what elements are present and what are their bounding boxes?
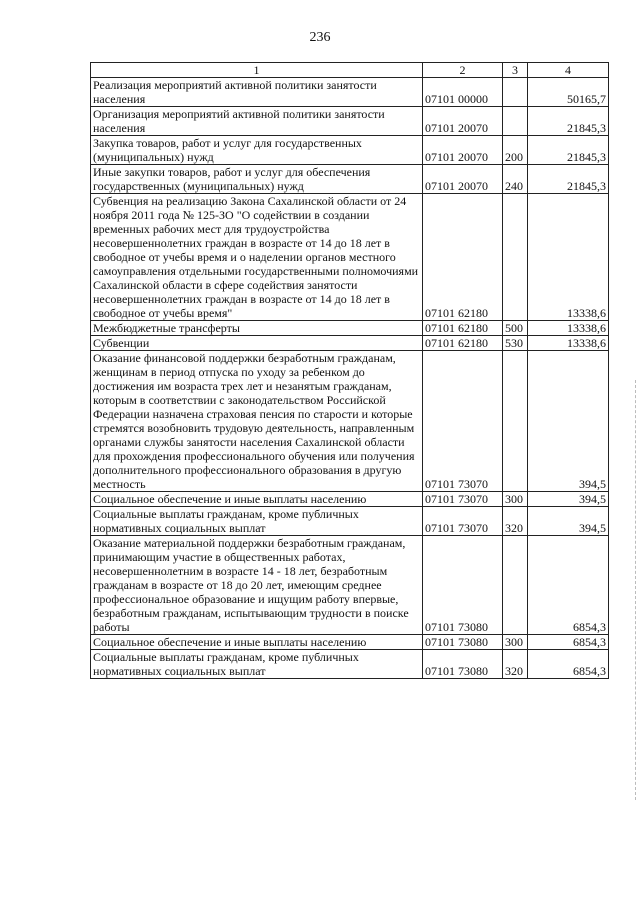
table-row	[91, 321, 609, 336]
table-row	[91, 336, 609, 351]
row-csr-cell: 07101 73080	[423, 635, 503, 650]
row-name-cell: Иные закупки товаров, работ и услуг для обеспечения государственных (муниципальных) нужд	[91, 165, 423, 194]
row-vr-cell: 320	[503, 507, 528, 536]
row-vr-cell: 300	[503, 492, 528, 507]
row-name-cell: Субвенция на реализацию Закона Сахалинской области от 24 ноября 2011 года № 125-ЗО "О содействии в создании временных рабочих мест для трудоустройства несовершеннолетних граждан в возрасте от 14 до 18 лет в свободное от учебы время и о наделении органов местного самоуправления отдельными государственными полномочиями Сахалинской области в сфере содействия занятости несовершеннолетних граждан в возрасте от 14 до 18 лет в свободное от учебы время"	[91, 194, 423, 321]
table-row	[91, 351, 609, 492]
row-name-cell: Организация мероприятий активной политики занятости населения	[91, 107, 423, 136]
row-sum-cell: 6854,3	[528, 536, 609, 635]
row-sum-cell: 21845,3	[528, 107, 609, 136]
row-csr-cell: 07101 20070	[423, 136, 503, 165]
row-csr-cell: 07101 20070	[423, 107, 503, 136]
table-row	[91, 107, 609, 136]
header-cell-name: 1	[91, 63, 423, 78]
row-csr-cell: 07101 62180	[423, 194, 503, 321]
row-name-cell: Социальное обеспечение и иные выплаты населению	[91, 492, 423, 507]
table-header	[91, 63, 609, 78]
table-row	[91, 492, 609, 507]
row-name-cell: Реализация мероприятий активной политики занятости населения	[91, 78, 423, 107]
table-row	[91, 650, 609, 679]
row-vr-cell: 200	[503, 136, 528, 165]
row-name-cell: Закупка товаров, работ и услуг для государственных (муниципальных) нужд	[91, 136, 423, 165]
row-vr-cell	[503, 351, 528, 492]
row-sum-cell: 50165,7	[528, 78, 609, 107]
row-csr-cell: 07101 62180	[423, 321, 503, 336]
row-name-cell: Субвенции	[91, 336, 423, 351]
row-csr-cell: 07101 73070	[423, 507, 503, 536]
table-row	[91, 136, 609, 165]
row-vr-cell	[503, 107, 528, 136]
row-name-cell: Социальные выплаты гражданам, кроме публичных нормативных социальных выплат	[91, 650, 423, 679]
row-sum-cell: 21845,3	[528, 165, 609, 194]
row-name-cell: Социальные выплаты гражданам, кроме публичных нормативных социальных выплат	[91, 507, 423, 536]
header-row	[91, 63, 609, 78]
row-vr-cell	[503, 194, 528, 321]
table-row	[91, 194, 609, 321]
row-name-cell: Социальное обеспечение и иные выплаты населению	[91, 635, 423, 650]
row-name-cell: Оказание материальной поддержки безработным гражданам, принимающим участие в общественных работах, несовершеннолетним в возрасте 14 - 18 лет, безработным гражданам в возрасте от 18 до 20 лет, имеющим среднее профессиональное образование и ищущим работу впервые, безработным гражданам, испытывающим трудности в поиске работы	[91, 536, 423, 635]
scan-edge-mark	[634, 380, 636, 800]
budget-table	[90, 62, 609, 679]
table-row	[91, 635, 609, 650]
header-cell-sum: 4	[528, 63, 609, 78]
row-vr-cell: 320	[503, 650, 528, 679]
row-csr-cell: 07101 00000	[423, 78, 503, 107]
table-row	[91, 507, 609, 536]
row-csr-cell: 07101 20070	[423, 165, 503, 194]
table-row	[91, 78, 609, 107]
table-body	[91, 78, 609, 679]
row-sum-cell: 13338,6	[528, 321, 609, 336]
row-name-cell: Оказание финансовой поддержки безработным гражданам, женщинам в период отпуска по уходу за ребенком до достижения им возраста трех лет и незанятым гражданам, которым в соответствии с законодательством Российской Федерации назначена страховая пенсия по старости и которые стремятся возобновить трудовую деятельность, направленным органами службы занятости населения Сахалинской области для прохождения профессионального обучения или получения дополнительного профессионального образования в другую местность	[91, 351, 423, 492]
header-cell-vr: 3	[503, 63, 528, 78]
row-sum-cell: 13338,6	[528, 336, 609, 351]
table-row	[91, 165, 609, 194]
row-sum-cell: 21845,3	[528, 136, 609, 165]
row-vr-cell: 300	[503, 635, 528, 650]
row-vr-cell: 530	[503, 336, 528, 351]
row-vr-cell	[503, 536, 528, 635]
page-number: 236	[309, 30, 331, 45]
header-cell-csr: 2	[423, 63, 503, 78]
row-sum-cell: 6854,3	[528, 650, 609, 679]
row-vr-cell	[503, 78, 528, 107]
row-csr-cell: 07101 73080	[423, 536, 503, 635]
row-name-cell: Межбюджетные трансферты	[91, 321, 423, 336]
row-sum-cell: 394,5	[528, 351, 609, 492]
row-vr-cell: 240	[503, 165, 528, 194]
row-csr-cell: 07101 73080	[423, 650, 503, 679]
table-row	[91, 536, 609, 635]
row-csr-cell: 07101 73070	[423, 492, 503, 507]
row-sum-cell: 394,5	[528, 492, 609, 507]
row-csr-cell: 07101 73070	[423, 351, 503, 492]
row-vr-cell: 500	[503, 321, 528, 336]
row-sum-cell: 6854,3	[528, 635, 609, 650]
row-sum-cell: 394,5	[528, 507, 609, 536]
row-sum-cell: 13338,6	[528, 194, 609, 321]
row-csr-cell: 07101 62180	[423, 336, 503, 351]
